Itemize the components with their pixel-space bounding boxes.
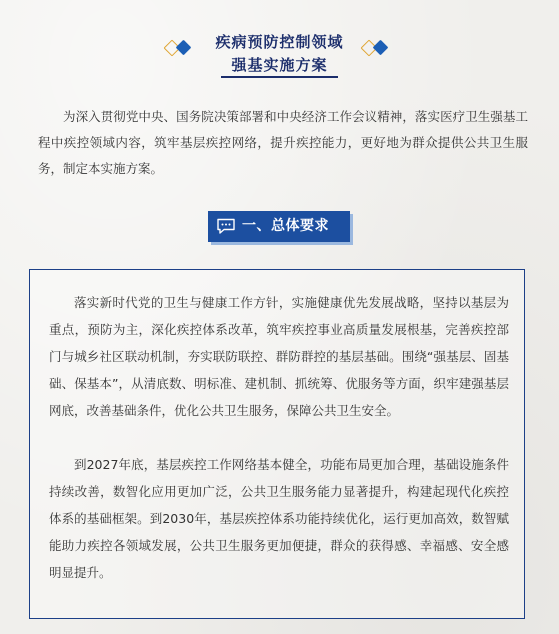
section-heading-badge: [208, 211, 350, 242]
title-line-2: 强基实施方案: [221, 54, 337, 78]
intro-paragraph: 为深入贯彻党中央、国务院决策部署和中央经济工作会议精神，落实医疗卫生强基工程中疾控领域内容，筑牢基层疾控网络，提升疾控能力，更好地为群众提供公共卫生服务，制定本实施方案。: [38, 109, 528, 176]
body-paragraph-2: 到2027年底，基层疾控工作网络基本健全，功能布局更加合理，基础设施条件持续改善，数智化应用更加广泛，公共卫生服务能力显著提升，构建起现代化疾控体系的基础框架。到2030年，基层疾控体系功能持续优化，运行更加高效，数智赋能助力疾控各领域发展，公共卫生服务更加便捷，群众的获得感、幸福感、安全感明显提升。: [49, 457, 509, 580]
body-paragraph-1: 落实新时代党的卫生与健康工作方针，实施健康优先发展战略，坚持以基层为重点，预防为主，深化疾控体系改革，筑牢疾控事业高质量发展根基，完善疾控部门与城乡社区联动机制，夯实联防联控、群防群控的基层基础。围绕“强基层、固基础、保基本”，从清底数、明标准、建机制、抓统筹、优服务等方面，织牢建强基层网底，改善基础条件，优化公共卫生服务，保障公共卫生安全。: [49, 295, 509, 418]
page-title: [0, 30, 559, 78]
chat-bubble-icon: [216, 218, 236, 235]
title-line-1: 疾病预防控制领域: [215, 33, 344, 51]
section-heading-label: 一、总体要求: [242, 218, 329, 234]
